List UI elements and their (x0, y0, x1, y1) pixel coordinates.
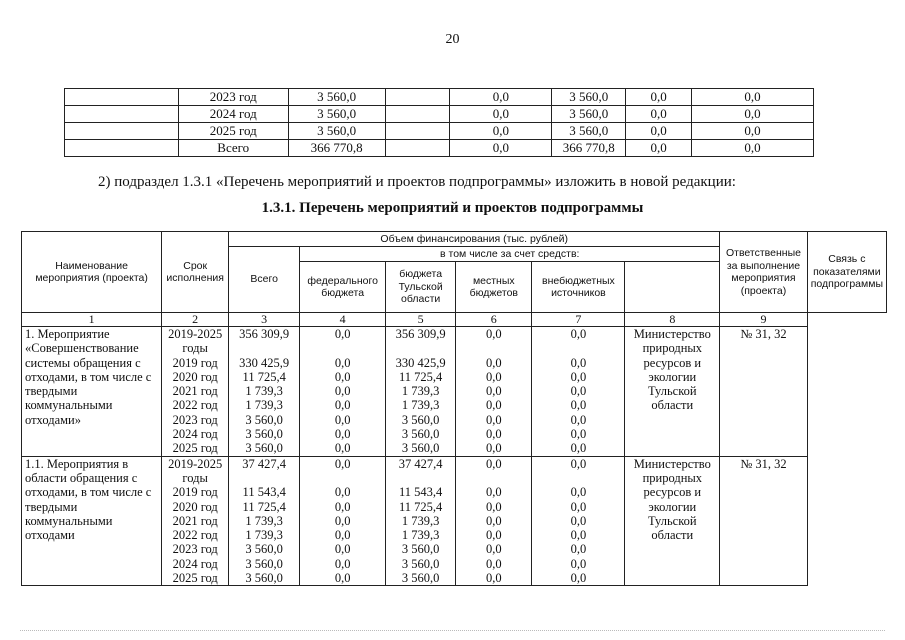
table-row (65, 89, 814, 106)
empty-cell (65, 123, 179, 140)
measure-row (22, 327, 887, 457)
year-line: 2023 год (172, 412, 218, 427)
value-line: 0,0 (485, 571, 502, 586)
value-line: 0,0 (570, 571, 587, 586)
extra-cell: 0,0 (692, 123, 814, 140)
value-line: 0,0 (334, 556, 351, 571)
value-line: 3 560,0 (245, 412, 283, 427)
value-line: 0,0 (570, 456, 587, 471)
value-line: 3 560,0 (245, 441, 283, 456)
empty-cell (65, 140, 179, 157)
year-line: 2020 год (172, 499, 218, 514)
local-cell: 0,0 (626, 89, 692, 106)
value-line: 0,0 (485, 412, 502, 427)
value-line: 356 309,9 (395, 327, 446, 341)
value-line: 0,0 (334, 528, 351, 543)
federal-cell: 0,0 (450, 89, 552, 106)
year-line: 2019 год (172, 355, 218, 370)
table-row (65, 106, 814, 123)
measure-name (22, 456, 162, 586)
total-cell: 366 770,8 (288, 140, 385, 157)
extra-cell (532, 456, 625, 586)
value-line: 11 543,4 (242, 485, 286, 500)
value-line: 11 725,4 (398, 499, 443, 514)
value-line: 1 739,3 (401, 398, 440, 413)
header-including: в том числе за счет средств: (300, 247, 720, 262)
cell-line: твердыми (25, 384, 78, 399)
value-line: 0,0 (570, 369, 587, 384)
value-line: 1 739,3 (245, 513, 283, 528)
column-number: 3 (229, 313, 300, 327)
cell-line: ресурсов и (643, 355, 702, 370)
value-line: 1 739,3 (245, 528, 283, 543)
federal-cell (300, 456, 386, 586)
value-line: 0,0 (334, 485, 351, 500)
value-line: 0,0 (334, 369, 351, 384)
cell-line: области (651, 398, 694, 413)
column-number: 6 (456, 313, 532, 327)
empty-cell (385, 89, 450, 106)
total-cell (229, 456, 300, 586)
year-line: 2021 год (172, 513, 218, 528)
spacer-line (459, 341, 528, 355)
value-line: 0,0 (334, 499, 351, 514)
cell-line: области (651, 528, 694, 543)
value-line: 1 739,3 (401, 528, 440, 543)
value-line: 37 427,4 (242, 456, 287, 471)
local-cell: 0,0 (626, 123, 692, 140)
empty-cell (385, 106, 450, 123)
cell-line: системы обращения с (25, 355, 141, 370)
years-cell (162, 327, 229, 457)
year-line: 2020 год (172, 369, 218, 384)
value-line: 0,0 (334, 355, 351, 370)
regional-cell: 366 770,8 (552, 140, 626, 157)
year-line: 2019 год (172, 485, 218, 500)
value-line: 3 560,0 (245, 571, 283, 586)
cell-line: природных (642, 341, 703, 356)
value-line: 0,0 (334, 427, 351, 442)
value-line: 0,0 (334, 542, 351, 557)
column-number: 9 (720, 313, 807, 327)
regional-cell (386, 327, 456, 457)
cell-line: «Совершенствование (25, 341, 139, 356)
page-number: 20 (445, 32, 460, 47)
value-line: 1 739,3 (245, 384, 283, 399)
value-line: 0,0 (485, 355, 502, 370)
continuation-table (64, 88, 814, 157)
cell-line: Министерство (633, 327, 711, 341)
header-local: местных бюджетов (456, 262, 532, 313)
cell-line: 1.1. Мероприятия в (25, 456, 129, 471)
value-line: 0,0 (334, 571, 351, 586)
value-line: 356 309,9 (239, 327, 290, 341)
value-line: 0,0 (570, 528, 587, 543)
value-line: 0,0 (570, 412, 587, 427)
spacer-line (303, 471, 382, 485)
regional-cell (386, 456, 456, 586)
header-regional: бюджета Тульской области (386, 262, 456, 313)
responsible-cell (625, 327, 720, 457)
column-number: 4 (300, 313, 386, 327)
link-cell: № 31, 32 (720, 327, 807, 457)
value-line: 0,0 (485, 369, 502, 384)
period-line: 2019-2025 (168, 456, 223, 471)
value-line: 0,0 (485, 528, 502, 543)
value-line: 0,0 (334, 513, 351, 528)
empty-cell (65, 89, 179, 106)
value-line: 37 427,4 (398, 456, 443, 471)
regional-cell: 3 560,0 (552, 106, 626, 123)
value-line: 0,0 (334, 398, 351, 413)
cell-line: 1. Мероприятие (25, 327, 110, 341)
spacer-line (535, 471, 621, 485)
column-number: 1 (22, 313, 162, 327)
table-row (65, 140, 814, 157)
value-line: 3 560,0 (401, 427, 440, 442)
cell-line: экологии (648, 369, 697, 384)
federal-cell: 0,0 (450, 123, 552, 140)
value-line: 0,0 (570, 427, 587, 442)
local-cell (456, 327, 532, 457)
header-link: Связь с показателями подпрограммы (807, 232, 886, 313)
year-line: 2021 год (172, 384, 218, 399)
responsible-cell (625, 456, 720, 586)
cell-line: отходами, в том числе с (25, 485, 152, 500)
value-line: 0,0 (485, 441, 502, 456)
year-cell: 2025 год (178, 123, 288, 140)
value-line: 330 425,9 (395, 355, 446, 370)
value-line: 0,0 (570, 542, 587, 557)
measures-table (21, 231, 887, 586)
value-line: 3 560,0 (401, 571, 440, 586)
year-line: 2024 год (172, 556, 218, 571)
total-cell: 3 560,0 (288, 106, 385, 123)
spacer-line (232, 471, 296, 485)
years-cell (162, 456, 229, 586)
value-line: 0,0 (334, 327, 351, 341)
value-line: 0,0 (570, 513, 587, 528)
amendment-note: 2) подраздел 1.3.1 «Перечень мероприятий и проектов подпрограммы» изложить в новой редакции: (98, 174, 736, 190)
value-line: 3 560,0 (401, 556, 440, 571)
extra-cell: 0,0 (692, 106, 814, 123)
regional-cell: 3 560,0 (552, 89, 626, 106)
value-line: 0,0 (334, 384, 351, 399)
spacer-line (232, 341, 296, 355)
value-line: 0,0 (334, 412, 351, 427)
column-number: 2 (162, 313, 229, 327)
spacer-line (459, 471, 528, 485)
value-line: 0,0 (485, 427, 502, 442)
column-numbers-row (22, 313, 887, 327)
header-extra: внебюджетных источников (532, 262, 625, 313)
cell-line: Тульской (648, 384, 697, 399)
year-cell: Всего (178, 140, 288, 157)
year-line: 2025 год (172, 571, 218, 586)
value-line: 0,0 (485, 542, 502, 557)
local-cell (456, 456, 532, 586)
cell-line: Тульской (648, 513, 697, 528)
value-line: 1 739,3 (245, 398, 283, 413)
value-line: 0,0 (485, 398, 502, 413)
year-line: 2022 год (172, 398, 218, 413)
column-number: 5 (386, 313, 456, 327)
year-line: 2025 год (172, 441, 218, 456)
spacer-line (535, 341, 621, 355)
cell-line: отходами» (25, 412, 81, 427)
total-cell: 3 560,0 (288, 89, 385, 106)
value-line: 0,0 (485, 456, 502, 471)
spacer-line (389, 471, 452, 485)
cell-line: природных (642, 470, 703, 485)
value-line: 0,0 (570, 485, 587, 500)
measure-name (22, 327, 162, 457)
value-line: 0,0 (334, 441, 351, 456)
value-line: 11 725,4 (398, 369, 443, 384)
value-line: 0,0 (570, 355, 587, 370)
period-line: 2019-2025 (168, 327, 223, 341)
value-line: 3 560,0 (245, 556, 283, 571)
value-line: 0,0 (334, 456, 351, 471)
cell-line: твердыми (25, 499, 78, 514)
value-line: 11 725,4 (242, 499, 286, 514)
value-line: 0,0 (485, 499, 502, 514)
measure-row (22, 456, 887, 586)
value-line: 11 543,4 (398, 485, 443, 500)
value-line: 0,0 (570, 398, 587, 413)
year-cell: 2024 год (178, 106, 288, 123)
header-responsible: Ответственные за выполнение мероприятия (проекта) (720, 232, 807, 313)
cell-line: ресурсов и (643, 485, 702, 500)
value-line: 0,0 (485, 384, 502, 399)
header-name: Наименование мероприятия (проекта) (22, 232, 162, 313)
value-line: 0,0 (570, 327, 587, 341)
value-line: 3 560,0 (401, 441, 440, 456)
empty-cell (385, 140, 450, 157)
value-line: 1 739,3 (401, 513, 440, 528)
column-number: 8 (625, 313, 720, 327)
value-line: 330 425,9 (239, 355, 290, 370)
value-line: 0,0 (485, 513, 502, 528)
cell-line: экологии (648, 499, 697, 514)
link-cell: № 31, 32 (720, 456, 807, 586)
cell-line: Министерство (633, 456, 711, 471)
header-total: Всего (229, 247, 300, 313)
spacer-line (389, 341, 452, 355)
value-line: 3 560,0 (245, 542, 283, 557)
column-number: 7 (532, 313, 625, 327)
header-term: Срок исполнения (162, 232, 229, 313)
year-cell: 2023 год (178, 89, 288, 106)
value-line: 11 725,4 (242, 369, 286, 384)
cell-line: коммунальными (25, 513, 113, 528)
year-line: 2022 год (172, 528, 218, 543)
empty-cell (385, 123, 450, 140)
value-line: 0,0 (570, 499, 587, 514)
local-cell: 0,0 (626, 140, 692, 157)
scan-edge-line (20, 630, 885, 632)
extra-cell (532, 327, 625, 457)
cell-line: коммунальными (25, 398, 113, 413)
period-line: годы (182, 470, 208, 485)
federal-cell: 0,0 (450, 140, 552, 157)
total-cell (229, 327, 300, 457)
extra-cell: 0,0 (692, 140, 814, 157)
section-title: 1.3.1. Перечень мероприятий и проектов подпрограммы (261, 200, 644, 216)
federal-cell: 0,0 (450, 106, 552, 123)
value-line: 0,0 (485, 327, 502, 341)
value-line: 0,0 (570, 384, 587, 399)
total-cell: 3 560,0 (288, 123, 385, 140)
value-line: 0,0 (485, 556, 502, 571)
year-line: 2024 год (172, 427, 218, 442)
extra-cell: 0,0 (692, 89, 814, 106)
period-line: годы (182, 341, 208, 356)
value-line: 0,0 (570, 441, 587, 456)
cell-line: области обращения с (25, 470, 138, 485)
federal-cell (300, 327, 386, 457)
value-line: 1 739,3 (401, 384, 440, 399)
table-row (65, 123, 814, 140)
local-cell: 0,0 (626, 106, 692, 123)
cell-line: отходами (25, 528, 75, 543)
year-line: 2023 год (172, 542, 218, 557)
spacer-line (303, 341, 382, 355)
regional-cell: 3 560,0 (552, 123, 626, 140)
header-funding: Объем финансирования (тыс. рублей) (229, 232, 720, 247)
value-line: 3 560,0 (401, 542, 440, 557)
empty-cell (65, 106, 179, 123)
value-line: 3 560,0 (245, 427, 283, 442)
header-federal: федерального бюджета (300, 262, 386, 313)
cell-line: отходами, в том числе с (25, 369, 152, 384)
value-line: 0,0 (485, 485, 502, 500)
value-line: 0,0 (570, 556, 587, 571)
value-line: 3 560,0 (401, 412, 440, 427)
